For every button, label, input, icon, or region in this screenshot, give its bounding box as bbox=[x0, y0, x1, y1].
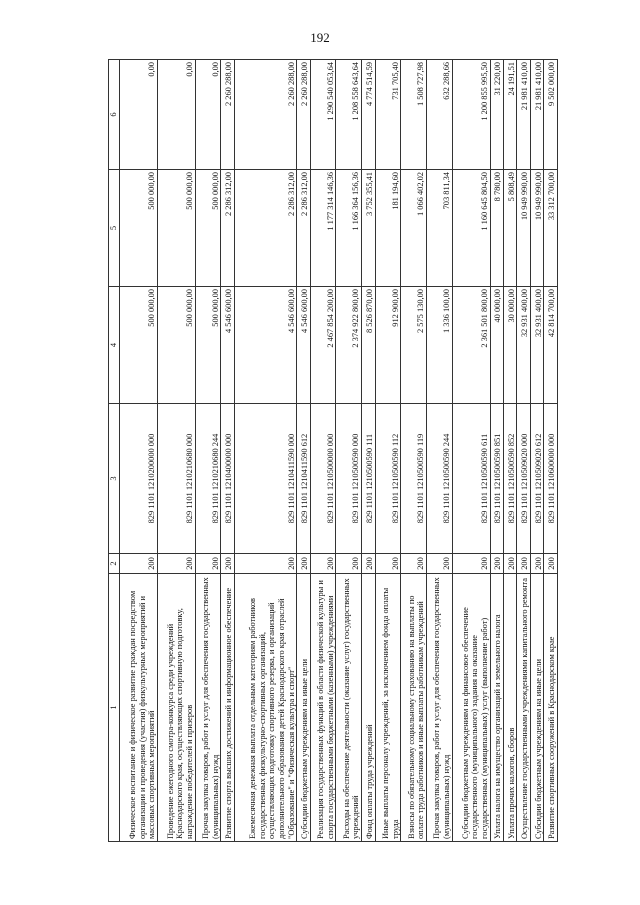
row-admin-code: 200 bbox=[120, 554, 158, 574]
row-classification-code: 829 1101 1210210680 244 bbox=[195, 404, 221, 554]
row-amount-executed: 3 752 355,41 bbox=[362, 170, 375, 287]
row-admin-code: 200 bbox=[336, 554, 362, 574]
row-amount-executed: 33 312 700,00 bbox=[544, 170, 558, 287]
row-amount-executed: 1 166 364 156,36 bbox=[336, 170, 362, 287]
row-amount-executed: 500 000,00 bbox=[195, 170, 221, 287]
row-amount-planned: 500 000,00 bbox=[157, 287, 195, 404]
table-row bbox=[426, 60, 452, 842]
row-amount-remaining: 21 981 410,00 bbox=[530, 60, 543, 170]
row-classification-code: 829 1101 1210411590 000 bbox=[234, 404, 296, 554]
row-classification-code: 829 1101 1210411590 612 bbox=[297, 404, 310, 554]
row-classification-code: 829 1101 1210500590 851 bbox=[490, 404, 503, 554]
row-amount-remaining: 0,00 bbox=[120, 60, 158, 170]
table-row bbox=[120, 60, 158, 842]
row-amount-remaining: 2 260 288,00 bbox=[297, 60, 310, 170]
row-amount-planned: 30 000,00 bbox=[504, 287, 517, 404]
row-amount-planned: 32 931 400,00 bbox=[530, 287, 543, 404]
row-admin-code: 200 bbox=[504, 554, 517, 574]
row-amount-remaining: 2 260 288,00 bbox=[221, 60, 234, 170]
row-admin-code: 200 bbox=[426, 554, 452, 574]
table-row bbox=[157, 60, 195, 842]
row-amount-planned: 2 467 854 200,00 bbox=[310, 287, 336, 404]
table-row bbox=[221, 60, 234, 842]
row-admin-code: 200 bbox=[310, 554, 336, 574]
header-cell: 4 bbox=[109, 287, 120, 404]
row-amount-planned: 912 900,00 bbox=[375, 287, 401, 404]
row-amount-executed: 5 808,49 bbox=[504, 170, 517, 287]
row-amount-executed: 1 177 314 146,36 bbox=[310, 170, 336, 287]
row-amount-planned: 2 361 501 800,00 bbox=[452, 287, 490, 404]
row-description: Осуществление государственными учреждениями капитального ремонта bbox=[517, 574, 530, 842]
row-classification-code: 829 1101 1210500590 000 bbox=[336, 404, 362, 554]
row-amount-executed: 703 811,34 bbox=[426, 170, 452, 287]
table-row bbox=[297, 60, 310, 842]
row-amount-planned: 8 526 870,00 bbox=[362, 287, 375, 404]
row-amount-remaining: 21 981 410,00 bbox=[517, 60, 530, 170]
row-amount-remaining: 24 191,51 bbox=[504, 60, 517, 170]
row-description: Развитие спортивных сооружений в Краснодарском крае bbox=[544, 574, 558, 842]
row-classification-code: 829 1101 1210500000 000 bbox=[310, 404, 336, 554]
row-amount-executed: 8 780,00 bbox=[490, 170, 503, 287]
header-cell: 3 bbox=[109, 404, 120, 554]
row-classification-code: 829 1101 1210400000 000 bbox=[221, 404, 234, 554]
row-amount-remaining: 9 502 000,00 bbox=[544, 60, 558, 170]
row-description: Развитие спорта высших достижений и информационное обеспечение bbox=[221, 574, 234, 842]
page-number: 192 bbox=[310, 30, 330, 45]
row-amount-executed: 500 000,00 bbox=[157, 170, 195, 287]
row-amount-remaining: 0,00 bbox=[195, 60, 221, 170]
row-description: Реализация государственных функций в области физической культуры и спорта государственными бюджетными (казенными) учреждениями bbox=[310, 574, 336, 842]
row-admin-code: 200 bbox=[452, 554, 490, 574]
row-admin-code: 200 bbox=[490, 554, 503, 574]
row-description: Проведение ежегодного смотра-конкурса среди учреждений Краснодарского края, осуществляющих спортивную подготовку, награждение победителей и призеров bbox=[157, 574, 195, 842]
row-amount-executed: 500 000,00 bbox=[120, 170, 158, 287]
row-amount-executed: 2 286 312,00 bbox=[221, 170, 234, 287]
row-amount-planned: 40 000,00 bbox=[490, 287, 503, 404]
table-row bbox=[375, 60, 401, 842]
row-admin-code: 200 bbox=[544, 554, 558, 574]
table-row bbox=[310, 60, 336, 842]
row-amount-remaining: 4 774 514,59 bbox=[362, 60, 375, 170]
table-row bbox=[234, 60, 296, 842]
row-amount-executed: 1 066 402,02 bbox=[401, 170, 427, 287]
row-description: Субсидии бюджетным учреждениям на финансовое обеспечение государственного (муниципального) задания на оказание государственных (муниципальных) услуг (выполнение работ) bbox=[452, 574, 490, 842]
row-admin-code: 200 bbox=[157, 554, 195, 574]
row-description: Иные выплаты персоналу учреждений, за исключением фонда оплаты труда bbox=[375, 574, 401, 842]
header-cell: 5 bbox=[109, 170, 120, 287]
table-row bbox=[544, 60, 558, 842]
row-admin-code: 200 bbox=[221, 554, 234, 574]
header-row bbox=[109, 60, 120, 842]
row-description: Прочая закупка товаров, работ и услуг для обеспечения государственных (муниципальных) нужд bbox=[195, 574, 221, 842]
table-row bbox=[336, 60, 362, 842]
table-row bbox=[530, 60, 543, 842]
rotated-table-container bbox=[108, 60, 558, 842]
row-description: Ежемесячная денежная выплата отдельным категориям работников государственных физкультурно-спортивных организаций, осуществляющих подготовку спортивного резерва, и организаций дополнительного образования детей Краснодарского края отраслей "Образование" и "Физическая культура и спорт" bbox=[234, 574, 296, 842]
table-row bbox=[362, 60, 375, 842]
row-classification-code: 829 1101 1210500590 112 bbox=[375, 404, 401, 554]
row-amount-executed: 10 949 990,00 bbox=[530, 170, 543, 287]
row-amount-remaining: 632 288,66 bbox=[426, 60, 452, 170]
row-amount-executed: 2 286 312,00 bbox=[234, 170, 296, 287]
row-amount-remaining: 1 200 855 995,50 bbox=[452, 60, 490, 170]
row-amount-remaining: 1 208 558 643,64 bbox=[336, 60, 362, 170]
header-cell: 1 bbox=[109, 574, 120, 842]
row-amount-planned: 2 575 130,00 bbox=[401, 287, 427, 404]
row-admin-code: 200 bbox=[401, 554, 427, 574]
table-row bbox=[490, 60, 503, 842]
table-row bbox=[195, 60, 221, 842]
row-description: Субсидии бюджетным учреждениям на иные цели bbox=[530, 574, 543, 842]
row-admin-code: 200 bbox=[375, 554, 401, 574]
row-classification-code: 829 1101 1210500590 244 bbox=[426, 404, 452, 554]
row-description: Субсидии бюджетным учреждениям на иные цели bbox=[297, 574, 310, 842]
row-amount-planned: 4 546 600,00 bbox=[297, 287, 310, 404]
row-amount-executed: 181 194,60 bbox=[375, 170, 401, 287]
row-description: Прочая закупка товаров, работ и услуг для обеспечения государственных (муниципальных) нужд bbox=[426, 574, 452, 842]
row-amount-planned: 4 546 600,00 bbox=[234, 287, 296, 404]
row-amount-remaining: 31 220,00 bbox=[490, 60, 503, 170]
row-admin-code: 200 bbox=[297, 554, 310, 574]
row-description: Расходы на обеспечение деятельности (оказание услуг) государственных учреждений bbox=[336, 574, 362, 842]
row-description: Физическое воспитание и физическое развитие граждан посредством организации и проведения (участия) физкультурных мероприятий и массовых спортивных мероприятий bbox=[120, 574, 158, 842]
table-row bbox=[401, 60, 427, 842]
header-cell: 6 bbox=[109, 60, 120, 170]
row-amount-executed: 2 286 312,00 bbox=[297, 170, 310, 287]
row-admin-code: 200 bbox=[530, 554, 543, 574]
row-admin-code: 200 bbox=[195, 554, 221, 574]
row-amount-remaining: 0,00 bbox=[157, 60, 195, 170]
row-amount-planned: 32 931 400,00 bbox=[517, 287, 530, 404]
row-description: Фонд оплаты труда учреждений bbox=[362, 574, 375, 842]
row-admin-code: 200 bbox=[234, 554, 296, 574]
row-amount-planned: 500 000,00 bbox=[120, 287, 158, 404]
row-description: Уплата прочих налогов, сборов bbox=[504, 574, 517, 842]
row-amount-planned: 1 336 100,00 bbox=[426, 287, 452, 404]
row-classification-code: 829 1101 1210500590 119 bbox=[401, 404, 427, 554]
row-description: Уплата налога на имущество организаций и земельного налога bbox=[490, 574, 503, 842]
row-amount-remaining: 731 705,40 bbox=[375, 60, 401, 170]
row-description: Взносы по обязательному социальному страхованию на выплаты по оплате труда работников и иные выплаты работникам учреждений bbox=[401, 574, 427, 842]
row-classification-code: 829 1101 1210200000 000 bbox=[120, 404, 158, 554]
table-row bbox=[504, 60, 517, 842]
row-classification-code: 829 1101 1210509020 000 bbox=[517, 404, 530, 554]
row-classification-code: 829 1101 1210500590 111 bbox=[362, 404, 375, 554]
row-amount-executed: 10 949 990,00 bbox=[517, 170, 530, 287]
row-amount-planned: 42 814 700,00 bbox=[544, 287, 558, 404]
row-admin-code: 200 bbox=[517, 554, 530, 574]
row-admin-code: 200 bbox=[362, 554, 375, 574]
row-amount-remaining: 1 508 727,98 bbox=[401, 60, 427, 170]
row-amount-remaining: 1 290 540 053,64 bbox=[310, 60, 336, 170]
row-amount-planned: 4 546 600,00 bbox=[221, 287, 234, 404]
table-row bbox=[452, 60, 490, 842]
header-cell: 2 bbox=[109, 554, 120, 574]
budget-table bbox=[108, 59, 558, 842]
row-amount-planned: 500 000,00 bbox=[195, 287, 221, 404]
row-amount-remaining: 2 260 288,00 bbox=[234, 60, 296, 170]
table-row bbox=[517, 60, 530, 842]
row-classification-code: 829 1101 1210509020 612 bbox=[530, 404, 543, 554]
row-classification-code: 829 1101 1210500590 611 bbox=[452, 404, 490, 554]
row-classification-code: 829 1101 1210500590 852 bbox=[504, 404, 517, 554]
row-classification-code: 829 1101 1210210680 000 bbox=[157, 404, 195, 554]
row-amount-executed: 1 160 645 804,50 bbox=[452, 170, 490, 287]
row-classification-code: 829 1101 1210600000 000 bbox=[544, 404, 558, 554]
row-amount-planned: 2 374 922 800,00 bbox=[336, 287, 362, 404]
